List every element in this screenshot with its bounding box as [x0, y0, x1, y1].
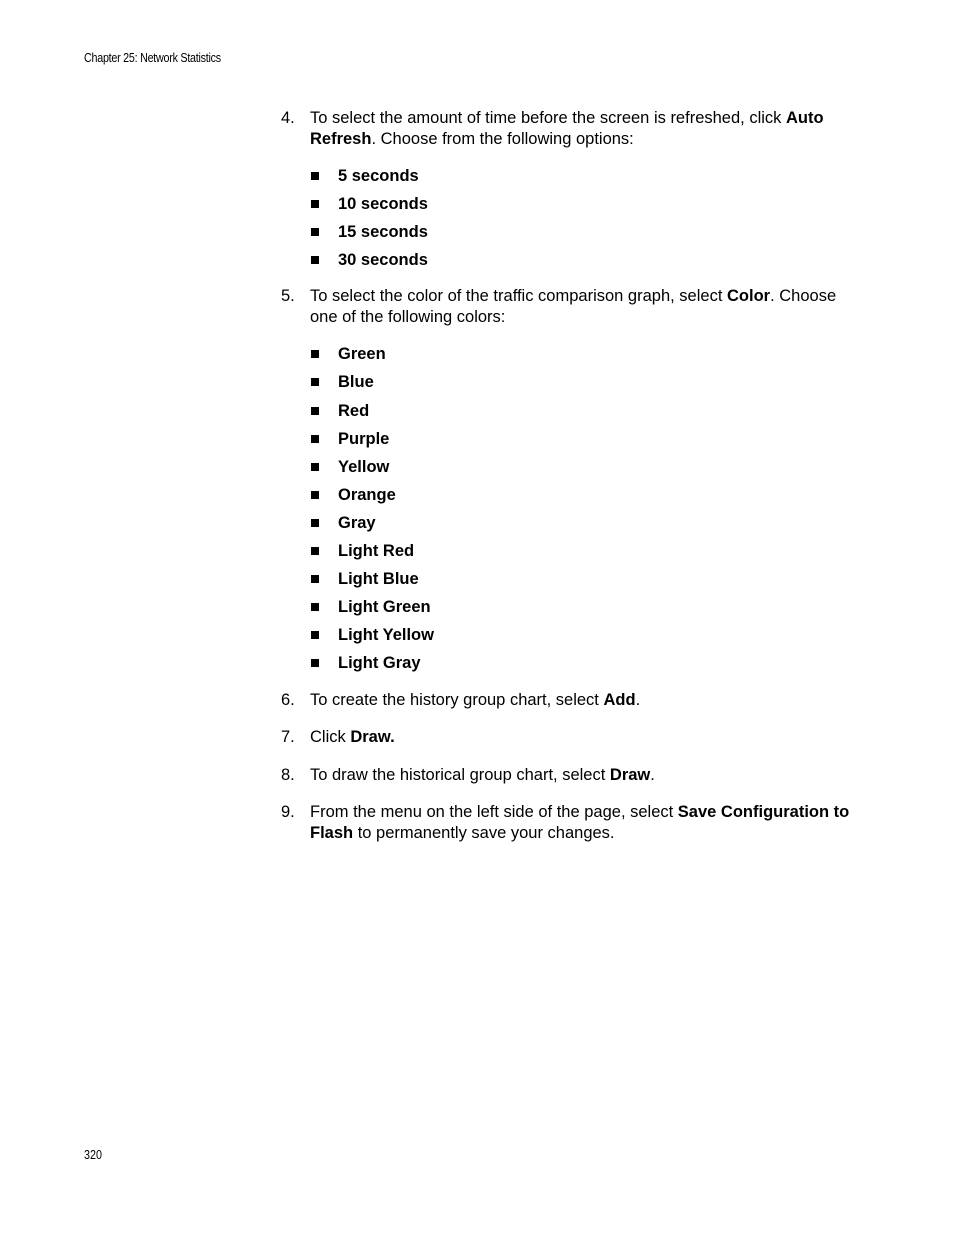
square-bullet-icon — [311, 172, 319, 180]
step-text: To select the amount of time before the screen is refreshed, click — [310, 109, 786, 127]
square-bullet-icon — [311, 491, 319, 499]
square-bullet-icon — [311, 547, 319, 555]
square-bullet-icon — [311, 350, 319, 358]
ui-term-save-configuration: Save Configuration to Flash — [310, 803, 850, 842]
ui-term-add: Add — [603, 690, 636, 709]
step-number: 4. — [281, 109, 295, 127]
square-bullet-icon — [311, 463, 319, 471]
procedure-steps — [281, 108, 851, 843]
list-item: Blue — [281, 372, 851, 400]
list-item: Light Yellow — [281, 625, 851, 653]
square-bullet-icon — [311, 256, 319, 264]
color-options-list — [281, 344, 851, 681]
step-text: . Choose from the following options: — [371, 129, 634, 148]
step-number: 9. — [281, 803, 295, 821]
step-text: . — [635, 690, 641, 709]
square-bullet-icon — [311, 659, 319, 667]
list-item: 15 seconds — [281, 222, 851, 250]
list-item: 5 seconds — [281, 166, 851, 194]
step-9 — [281, 802, 851, 843]
list-item: Green — [281, 344, 851, 372]
step-5 — [281, 286, 851, 327]
list-item: 30 seconds — [281, 250, 851, 278]
step-4 — [281, 108, 851, 149]
list-item: 10 seconds — [281, 194, 851, 222]
list-item: Orange — [281, 485, 851, 513]
list-item: Light Red — [281, 541, 851, 569]
page-number: 320 — [84, 1148, 102, 1162]
square-bullet-icon — [311, 603, 319, 611]
square-bullet-icon — [311, 200, 319, 208]
ui-term-draw: Draw. — [350, 728, 395, 746]
square-bullet-icon — [311, 575, 319, 583]
list-item: Yellow — [281, 457, 851, 485]
chapter-header: Chapter 25: Network Statistics — [84, 51, 221, 65]
square-bullet-icon — [311, 631, 319, 639]
step-text: Click — [310, 728, 351, 746]
square-bullet-icon — [311, 228, 319, 236]
square-bullet-icon — [311, 435, 319, 443]
list-item: Gray — [281, 513, 851, 541]
ui-term-draw: Draw — [609, 765, 651, 784]
step-text: To draw the historical group chart, select — [310, 765, 610, 784]
step-text: To create the history group chart, select — [310, 690, 604, 709]
list-item: Light Gray — [281, 653, 851, 681]
step-text: . — [650, 765, 655, 784]
ui-term-color: Color — [727, 287, 771, 306]
list-item: Light Green — [281, 597, 851, 625]
step-number: 7. — [281, 728, 295, 746]
step-text: . Choose one of the following colors: — [310, 287, 837, 326]
square-bullet-icon — [311, 378, 319, 386]
square-bullet-icon — [311, 519, 319, 527]
ui-term-auto-refresh: Auto Refresh — [310, 109, 824, 148]
step-text: to permanently save your changes. — [353, 823, 615, 842]
step-6 — [281, 690, 851, 711]
step-8 — [281, 765, 851, 786]
step-number: 6. — [281, 690, 295, 709]
list-item: Purple — [281, 429, 851, 457]
step-7 — [281, 727, 851, 748]
refresh-options-list — [281, 166, 851, 278]
step-text: From the menu on the left side of the page, select — [310, 803, 678, 821]
step-number: 5. — [281, 287, 295, 306]
list-item: Red — [281, 401, 851, 429]
list-item: Light Blue — [281, 569, 851, 597]
step-text: To select the color of the traffic comparison graph, select — [310, 287, 727, 306]
square-bullet-icon — [311, 407, 319, 415]
step-number: 8. — [281, 765, 295, 784]
